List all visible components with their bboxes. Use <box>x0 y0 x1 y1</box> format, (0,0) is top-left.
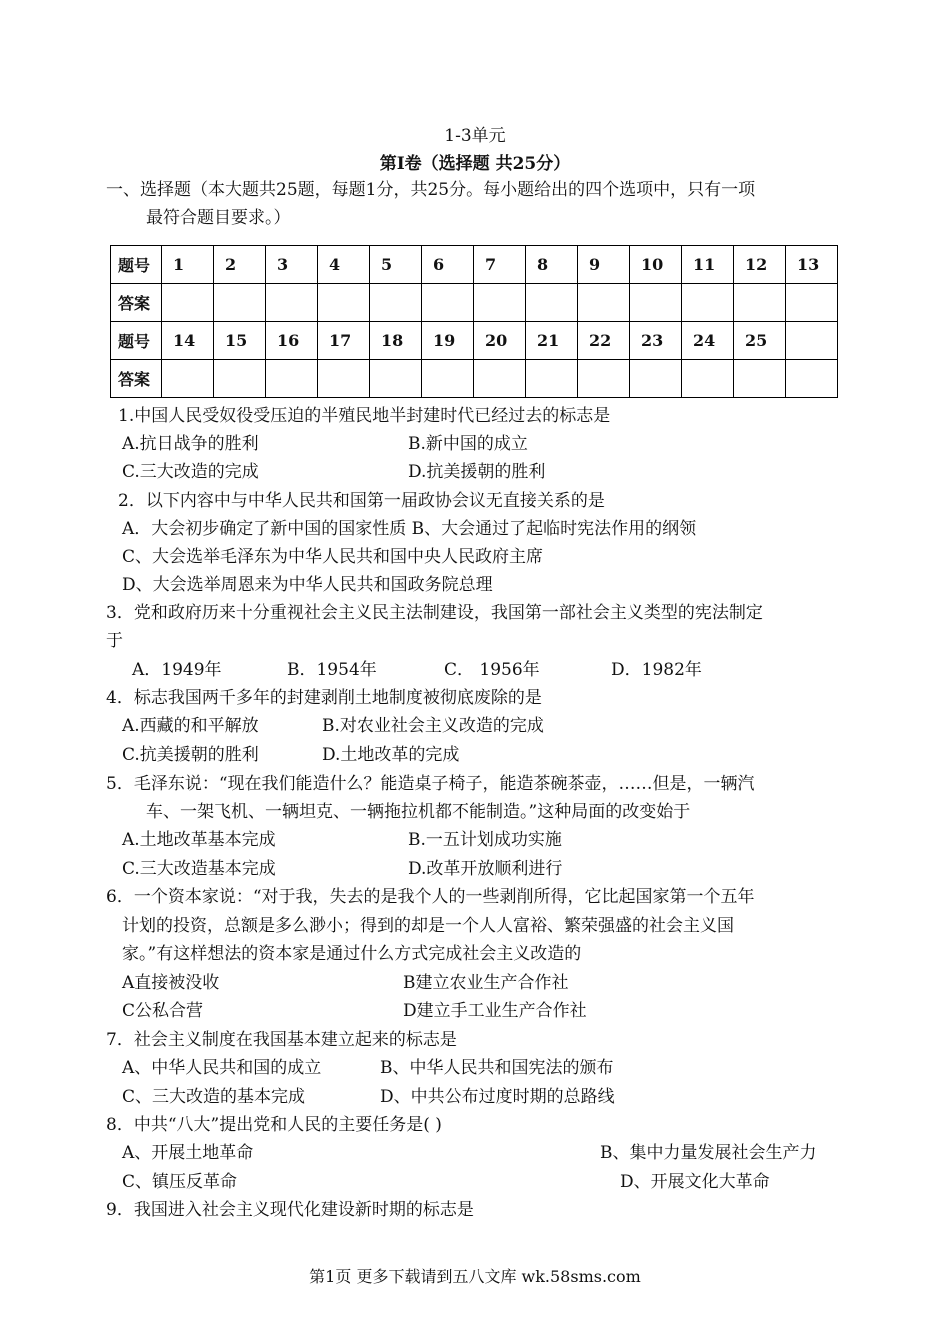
q6-stem-line2: 计划的投资，总额是多么渺小；得到的却是一个人人富裕、繁荣强盛的社会主义国 <box>122 916 734 936</box>
q7-option-c: C、三大改造的基本完成 <box>122 1087 306 1107</box>
answer-table <box>110 245 838 398</box>
q4-stem: 4．标志我国两千多年的封建剥削土地制度被彻底废除的是 <box>106 688 542 708</box>
table-cell: 3 <box>266 246 318 284</box>
q3-option-d: D．1982年 <box>611 660 702 680</box>
q1-option-d: D.抗美援朝的胜利 <box>408 462 546 482</box>
q7-option-a: A、中华人民共和国的成立 <box>122 1058 322 1078</box>
table-row <box>111 246 838 284</box>
table-cell: 15 <box>214 322 266 360</box>
table-cell: 10 <box>630 246 682 284</box>
q6-stem-line1: 6．一个资本家说：“对于我，失去的是我个人的一些剥削所得，它比起国家第一个五年 <box>106 887 755 907</box>
q2-option-d: D、大会选举周恩来为中华人民共和国政务院总理 <box>122 575 493 595</box>
q9-stem: 9．我国进入社会主义现代化建设新时期的标志是 <box>106 1200 474 1220</box>
answer-cell[interactable] <box>786 360 838 398</box>
answer-cell[interactable] <box>526 284 578 322</box>
answer-cell[interactable] <box>734 284 786 322</box>
answer-cell[interactable] <box>318 360 370 398</box>
q4-option-a: A.西藏的和平解放 <box>122 716 259 736</box>
answer-cell[interactable] <box>422 360 474 398</box>
table-cell: 17 <box>318 322 370 360</box>
q5-option-d: D.改革开放顺利进行 <box>408 859 563 879</box>
answer-cell[interactable] <box>682 284 734 322</box>
table-row <box>111 322 838 360</box>
q5-option-b: B.一五计划成功实施 <box>408 830 562 850</box>
table-cell: 16 <box>266 322 318 360</box>
q3-option-b: B．1954年 <box>287 660 377 680</box>
answer-cell[interactable] <box>474 360 526 398</box>
answer-cell[interactable] <box>370 360 422 398</box>
answer-cell[interactable] <box>266 360 318 398</box>
table-cell: 8 <box>526 246 578 284</box>
table-cell: 18 <box>370 322 422 360</box>
unit-title: 1-3单元 <box>444 126 506 146</box>
q2-option-c: C、大会选举毛泽东为中华人民共和国中央人民政府主席 <box>122 547 544 567</box>
section-instructions-line1: 一、选择题（本大题共25题，每题1分，共25分。每小题给出的四个选项中，只有一项 <box>106 180 756 200</box>
table-cell: 6 <box>422 246 474 284</box>
answer-cell[interactable] <box>474 284 526 322</box>
table-cell: 14 <box>162 322 214 360</box>
volume-title: 第Ⅰ卷（选择题 共25分） <box>379 154 571 174</box>
table-cell: 12 <box>734 246 786 284</box>
answer-cell[interactable] <box>370 284 422 322</box>
answer-cell[interactable] <box>214 360 266 398</box>
table-head-answer: 答案 <box>111 284 162 322</box>
q1-option-b: B.新中国的成立 <box>408 434 528 454</box>
answer-cell[interactable] <box>162 284 214 322</box>
q3-stem-line2: 于 <box>106 631 123 651</box>
answer-cell[interactable] <box>526 360 578 398</box>
q3-option-a: A．1949年 <box>132 660 222 680</box>
q8-option-c: C、镇压反革命 <box>122 1172 238 1192</box>
q2-options-ab: A．大会初步确定了新中国的国家性质 B、大会通过了起临时宪法作用的纲领 <box>122 519 697 539</box>
section-instructions-line2: 最符合题目要求。） <box>146 208 291 228</box>
q5-stem-line1: 5．毛泽东说：“现在我们能造什么？能造桌子椅子，能造茶碗茶壶，……但是，一辆汽 <box>106 774 755 794</box>
table-cell: 24 <box>682 322 734 360</box>
table-head-number: 题号 <box>111 246 162 284</box>
table-cell: 13 <box>786 246 838 284</box>
q8-option-d: D、开展文化大革命 <box>620 1172 770 1192</box>
table-head-number: 题号 <box>111 322 162 360</box>
q1-option-c: C.三大改造的完成 <box>122 462 259 482</box>
q7-option-d: D、中共公布过度时期的总路线 <box>380 1087 615 1107</box>
q8-option-a: A、开展土地革命 <box>122 1143 254 1163</box>
answer-cell[interactable] <box>578 284 630 322</box>
table-cell: 5 <box>370 246 422 284</box>
table-row <box>111 360 838 398</box>
table-cell: 11 <box>682 246 734 284</box>
table-row <box>111 284 838 322</box>
answer-cell[interactable] <box>734 360 786 398</box>
answer-cell[interactable] <box>682 360 734 398</box>
table-cell: 22 <box>578 322 630 360</box>
table-cell: 19 <box>422 322 474 360</box>
answer-cell[interactable] <box>578 360 630 398</box>
table-cell: 2 <box>214 246 266 284</box>
q8-stem: 8．中共“八大”提出党和人民的主要任务是( ) <box>106 1115 442 1135</box>
q5-stem-line2: 车、一架飞机、一辆坦克、一辆拖拉机都不能制造。”这种局面的改变始于 <box>146 802 691 822</box>
answer-cell[interactable] <box>786 284 838 322</box>
table-cell: 23 <box>630 322 682 360</box>
q3-option-c: C． 1956年 <box>444 660 540 680</box>
q4-option-b: B.对农业社会主义改造的完成 <box>322 716 544 736</box>
answer-cell[interactable] <box>422 284 474 322</box>
q5-option-c: C.三大改造基本完成 <box>122 859 276 879</box>
answer-cell[interactable] <box>214 284 266 322</box>
q2-stem: 2．以下内容中与中华人民共和国第一届政协会议无直接关系的是 <box>118 491 605 511</box>
q8-option-b: B、集中力量发展社会生产力 <box>600 1143 817 1163</box>
table-cell: 21 <box>526 322 578 360</box>
answer-cell[interactable] <box>162 360 214 398</box>
answer-cell[interactable] <box>318 284 370 322</box>
table-cell: 1 <box>162 246 214 284</box>
q7-option-b: B、中华人民共和国宪法的颁布 <box>380 1058 614 1078</box>
q4-option-d: D.土地改革的完成 <box>322 745 460 765</box>
table-cell: 9 <box>578 246 630 284</box>
table-cell <box>786 322 838 360</box>
page-footer: 第1页 更多下载请到五八文库 wk.58sms.com <box>309 1267 641 1286</box>
table-cell: 20 <box>474 322 526 360</box>
q1-stem: 1.中国人民受奴役受压迫的半殖民地半封建时代已经过去的标志是 <box>118 406 611 426</box>
answer-cell[interactable] <box>630 360 682 398</box>
q6-stem-line3: 家。”有这样想法的资本家是通过什么方式完成社会主义改造的 <box>122 944 582 964</box>
q4-option-c: C.抗美援朝的胜利 <box>122 745 259 765</box>
q6-option-d: D建立手工业生产合作社 <box>403 1001 587 1021</box>
q5-option-a: A.土地改革基本完成 <box>122 830 276 850</box>
table-head-answer: 答案 <box>111 360 162 398</box>
q1-option-a: A.抗日战争的胜利 <box>122 434 259 454</box>
q7-stem: 7．社会主义制度在我国基本建立起来的标志是 <box>106 1030 457 1050</box>
q6-option-c: C公私合营 <box>122 1001 204 1021</box>
table-cell: 4 <box>318 246 370 284</box>
q6-option-b: B建立农业生产合作社 <box>403 973 569 993</box>
table-cell: 7 <box>474 246 526 284</box>
answer-cell[interactable] <box>266 284 318 322</box>
answer-cell[interactable] <box>630 284 682 322</box>
q3-stem-line1: 3．党和政府历来十分重视社会主义民主法制建设，我国第一部社会主义类型的宪法制定 <box>106 603 763 623</box>
table-cell: 25 <box>734 322 786 360</box>
q6-option-a: A直接被没收 <box>122 973 220 993</box>
